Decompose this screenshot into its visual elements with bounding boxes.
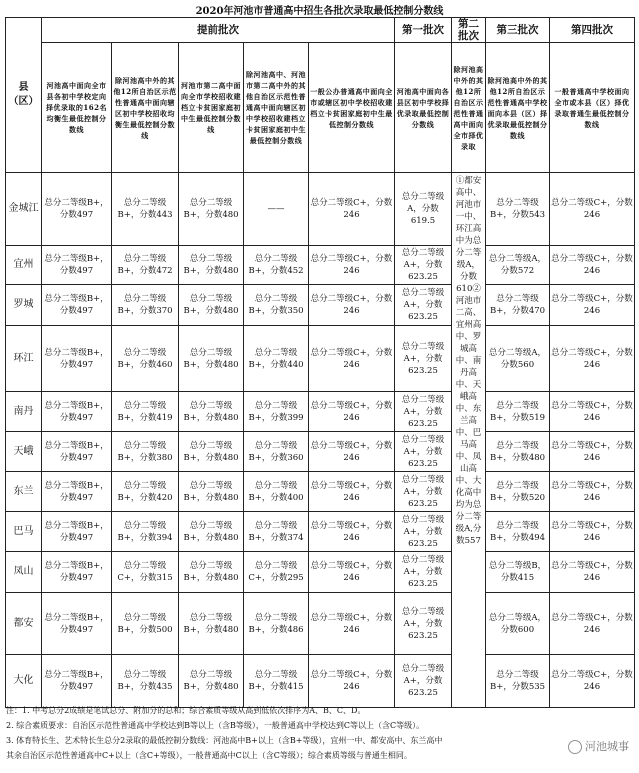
score-cell-5: 总分二等级C+，分数246 bbox=[309, 246, 395, 285]
score-cell-9: 总分二等级C+，分数246 bbox=[550, 246, 635, 285]
score-cell-3: 总分二等级B+，分数480 bbox=[179, 326, 244, 392]
score-cell-9: 总分二等级C+，分数246 bbox=[550, 472, 635, 512]
score-cell-8: 总分二等级A，分数560 bbox=[486, 326, 550, 392]
score-cell-3: 总分二等级B+，分数480 bbox=[179, 593, 244, 655]
score-cell-1: 总分二等级B+，分数497 bbox=[42, 432, 112, 472]
score-cell-6: 总分二等级A+，分数623.25 bbox=[395, 246, 452, 285]
score-cell-4: —— bbox=[244, 173, 309, 246]
score-cell-4: 总分二等级B+，分数350 bbox=[244, 285, 309, 326]
score-cell-9: 总分二等级C+，分数246 bbox=[550, 552, 635, 593]
note-line: 其余自治区示范性普通高中C+以上（含C+等级），一般普通高中C以上（含C等级）；综合素质等级与普通生相同。 bbox=[6, 751, 412, 760]
score-cell-2: 总分二等级C+，分数315 bbox=[112, 552, 179, 593]
score-cell-2: 总分二等级B+，分数394 bbox=[112, 512, 179, 552]
score-cell-3: 总分二等级B+，分数480 bbox=[179, 392, 244, 432]
score-cell-4: 总分二等级B+，分数440 bbox=[244, 326, 309, 392]
watermark-text: 河池城事 bbox=[585, 740, 629, 753]
county-name-cell: 东兰 bbox=[6, 472, 42, 512]
table-row bbox=[6, 552, 635, 593]
col-header-8: 除河池高中外的其他12所自治区示范性普通高中学校面向本县（区）择优录取最低控制分数线 bbox=[486, 43, 550, 173]
table-row bbox=[6, 326, 635, 392]
score-cell-3: 总分二等级B+，分数480 bbox=[179, 552, 244, 593]
county-name-cell: 环江 bbox=[6, 326, 42, 392]
table-row bbox=[6, 392, 635, 432]
score-cell-9: 总分二等级C+，分数246 bbox=[550, 655, 635, 708]
score-cell-8: 总分二等级B+，分数519 bbox=[486, 392, 550, 432]
table-row bbox=[6, 593, 635, 655]
score-cell-2: 总分二等级B+，分数420 bbox=[112, 472, 179, 512]
column-header-row bbox=[6, 43, 635, 173]
score-cell-9: 总分二等级C+，分数246 bbox=[550, 173, 635, 246]
score-cell-9: 总分二等级C+，分数246 bbox=[550, 432, 635, 472]
score-cell-6: 总分二等级A+，分数623.25 bbox=[395, 285, 452, 326]
score-cell-5: 总分二等级C+，分数246 bbox=[309, 552, 395, 593]
county-name-cell: 金城江 bbox=[6, 173, 42, 246]
score-cell-6: 总分二等级A+，分数623.25 bbox=[395, 326, 452, 392]
score-cell-1: 总分二等级B+，分数497 bbox=[42, 512, 112, 552]
score-cell-2: 总分二等级B+，分数472 bbox=[112, 246, 179, 285]
admission-score-table bbox=[5, 17, 635, 708]
score-cell-1: 总分二等级B+，分数497 bbox=[42, 173, 112, 246]
table-row bbox=[6, 655, 635, 708]
score-cell-8: 总分二等级B+，分数520 bbox=[486, 472, 550, 512]
county-name-cell: 宜州 bbox=[6, 246, 42, 285]
score-cell-1: 总分二等级B+，分数497 bbox=[42, 285, 112, 326]
wechat-logo-icon bbox=[568, 740, 582, 754]
score-cell-9: 总分二等级C+，分数246 bbox=[550, 285, 635, 326]
score-cell-6: 总分二等级A，分数619.5 bbox=[395, 173, 452, 246]
score-cell-6: 总分二等级A+，分数623.25 bbox=[395, 512, 452, 552]
score-cell-5: 总分二等级C+，分数246 bbox=[309, 655, 395, 708]
county-name-cell: 罗城 bbox=[6, 285, 42, 326]
score-cell-6: 总分二等级A+，分数623.25 bbox=[395, 432, 452, 472]
group-third: 第三批次 bbox=[486, 18, 550, 43]
score-cell-9: 总分二等级C+，分数246 bbox=[550, 512, 635, 552]
watermark bbox=[568, 738, 629, 754]
score-cell-2: 总分二等级B+，分数419 bbox=[112, 392, 179, 432]
score-cell-6: 总分二等级A+，分数623.25 bbox=[395, 552, 452, 593]
score-cell-8: 总分二等级B，分数415 bbox=[486, 552, 550, 593]
score-cell-4: 总分二等级B+，分数360 bbox=[244, 432, 309, 472]
second-batch-cell: ①都安高中、河池市一中、环江高中为总分二等级A，分数610②河池市二高、宜州高中、罗城高中、南丹高中、天峨高中、东兰高中、巴马高中、凤山高中、大化高中均为总分二等级A,分数557 bbox=[452, 173, 486, 708]
score-cell-5: 总分二等级C+，分数246 bbox=[309, 285, 395, 326]
county-name-cell: 巴马 bbox=[6, 512, 42, 552]
col-header-1: 河池高中面向全市县各初中学校定向择优录取的162名均衡生最低控制分数线 bbox=[42, 43, 112, 173]
col-header-4: 除河池高中、河池市第二高中外的其他自治区示范性普通高中面向辖区初中学校招收建档立卡贫困家庭初中生最低控制分数线 bbox=[244, 43, 309, 173]
score-cell-2: 总分二等级B+，分数370 bbox=[112, 285, 179, 326]
group-fourth: 第四批次 bbox=[550, 18, 635, 43]
score-cell-2: 总分二等级B+，分数443 bbox=[112, 173, 179, 246]
score-cell-8: 总分二等级B+，分数494 bbox=[486, 512, 550, 552]
col-header-6: 河池高中面向各县区初中学校择优录取最低控制分数线 bbox=[395, 43, 452, 173]
score-cell-8: 总分二等级B+，分数543 bbox=[486, 173, 550, 246]
table-row bbox=[6, 512, 635, 552]
score-cell-1: 总分二等级B+，分数497 bbox=[42, 472, 112, 512]
score-cell-4: 总分二等级B+，分数400 bbox=[244, 472, 309, 512]
col-header-2: 除河池高中外的其他12所自治区示范性普通高中面向辖区初中学校招收均衡生最低控制分数线 bbox=[112, 43, 179, 173]
group-advance: 提前批次 bbox=[42, 18, 395, 43]
county-name-cell: 天峨 bbox=[6, 432, 42, 472]
score-cell-4: 总分二等级B+，分数452 bbox=[244, 246, 309, 285]
score-cell-6: 总分二等级A+，分数623.25 bbox=[395, 472, 452, 512]
score-cell-4: 总分二等级B+，分数374 bbox=[244, 512, 309, 552]
table-row bbox=[6, 246, 635, 285]
score-cell-3: 总分二等级B+，分数480 bbox=[179, 472, 244, 512]
score-cell-1: 总分二等级B+，分数497 bbox=[42, 392, 112, 432]
score-cell-5: 总分二等级C+，分数246 bbox=[309, 472, 395, 512]
col-header-3: 河池市第二高中面向全市学校招收建档立卡贫困家庭初中生最低控制分数线 bbox=[179, 43, 244, 173]
score-cell-3: 总分二等级B+，分数480 bbox=[179, 655, 244, 708]
score-cell-1: 总分二等级B+，分数497 bbox=[42, 552, 112, 593]
county-name-cell: 南丹 bbox=[6, 392, 42, 432]
score-cell-3: 总分二等级B+，分数480 bbox=[179, 173, 244, 246]
score-cell-1: 总分二等级B+，分数497 bbox=[42, 326, 112, 392]
group-header-row bbox=[6, 18, 635, 43]
table-row bbox=[6, 173, 635, 246]
table-row bbox=[6, 472, 635, 512]
score-cell-5: 总分二等级C+，分数246 bbox=[309, 593, 395, 655]
group-first: 第一批次 bbox=[395, 18, 452, 43]
group-second: 第二批次 bbox=[452, 18, 486, 43]
page-title: 2020年河池市普通高中招生各批次录取最低控制分数线 bbox=[195, 6, 444, 17]
score-cell-9: 总分二等级C+，分数246 bbox=[550, 392, 635, 432]
score-cell-2: 总分二等级B+，分数500 bbox=[112, 593, 179, 655]
score-cell-1: 总分二等级B+，分数497 bbox=[42, 246, 112, 285]
score-cell-6: 总分二等级A+，分数623.25 bbox=[395, 392, 452, 432]
score-cell-9: 总分二等级C+，分数246 bbox=[550, 593, 635, 655]
county-name-cell: 都安 bbox=[6, 593, 42, 655]
note-line: 2. 综合素质要求：自治区示范性普通高中学校达到B等以上（含B等级），一般普通高中学校达到C等以上（含C等级）。 bbox=[6, 721, 425, 730]
score-cell-3: 总分二等级B+，分数480 bbox=[179, 246, 244, 285]
score-cell-8: 总分二等级B+，分数480 bbox=[486, 432, 550, 472]
score-cell-5: 总分二等级C+，分数246 bbox=[309, 512, 395, 552]
col-header-7: 除河池高中外的其他12所自治区示范性普通高中面向全市择优录取 bbox=[452, 43, 486, 173]
score-cell-4: 总分二等级C+，分数295 bbox=[244, 552, 309, 593]
score-cell-6: 总分二等级A+，分数623.25 bbox=[395, 655, 452, 708]
table-body bbox=[6, 173, 635, 708]
score-cell-2: 总分二等级B+，分数380 bbox=[112, 432, 179, 472]
score-cell-5: 总分二等级C+，分数246 bbox=[309, 392, 395, 432]
score-cell-6: 总分二等级A+，分数623.25 bbox=[395, 593, 452, 655]
col-header-5: 一般公办普通高中面向全市或辖区初中学校招收建档立卡贫困家庭初中生最低控制分数线 bbox=[309, 43, 395, 173]
score-cell-3: 总分二等级B+，分数480 bbox=[179, 432, 244, 472]
score-cell-2: 总分二等级B+，分数460 bbox=[112, 326, 179, 392]
score-cell-2: 总分二等级B+，分数435 bbox=[112, 655, 179, 708]
county-name-cell: 凤山 bbox=[6, 552, 42, 593]
score-cell-8: 总分二等级B+，分数470 bbox=[486, 285, 550, 326]
notes bbox=[6, 703, 634, 763]
score-cell-1: 总分二等级B+，分数497 bbox=[42, 655, 112, 708]
score-cell-9: 总分二等级C+，分数246 bbox=[550, 326, 635, 392]
col-header-9: 一般普通高中学校面向全市或本县（区）择优录取普通生最低控制分数线 bbox=[550, 43, 635, 173]
score-cell-4: 总分二等级B+，分数486 bbox=[244, 593, 309, 655]
table-row bbox=[6, 432, 635, 472]
score-cell-3: 总分二等级B+，分数480 bbox=[179, 512, 244, 552]
county-header: 县（区） bbox=[6, 18, 42, 173]
score-cell-4: 总分二等级B+，分数415 bbox=[244, 655, 309, 708]
score-cell-8: 总分二等级A，分数572 bbox=[486, 246, 550, 285]
score-cell-5: 总分二等级C+，分数246 bbox=[309, 326, 395, 392]
score-cell-8: 总分二等级A，分数600 bbox=[486, 593, 550, 655]
note-line: 注：1. 中考总分2成绩是笔试总分、附加分的总和；综合素质等级从高到低依次排序为A、B、C、D。 bbox=[6, 706, 366, 715]
note-line: 3. 体育特长生、艺术特长生总分2录取的最低控制分数线：河池高中B+以上（含B+等级），宜州一中、都安高中、东兰高中 bbox=[6, 736, 443, 745]
score-cell-4: 总分二等级B+，分数399 bbox=[244, 392, 309, 432]
score-cell-5: 总分二等级C+，分数246 bbox=[309, 432, 395, 472]
score-cell-1: 总分二等级B+，分数497 bbox=[42, 593, 112, 655]
county-name-cell: 大化 bbox=[6, 655, 42, 708]
score-cell-5: 总分二等级C+，分数246 bbox=[309, 173, 395, 246]
score-cell-3: 总分二等级B+，分数480 bbox=[179, 285, 244, 326]
table-row bbox=[6, 285, 635, 326]
score-cell-8: 总分二等级B+，分数535 bbox=[486, 655, 550, 708]
